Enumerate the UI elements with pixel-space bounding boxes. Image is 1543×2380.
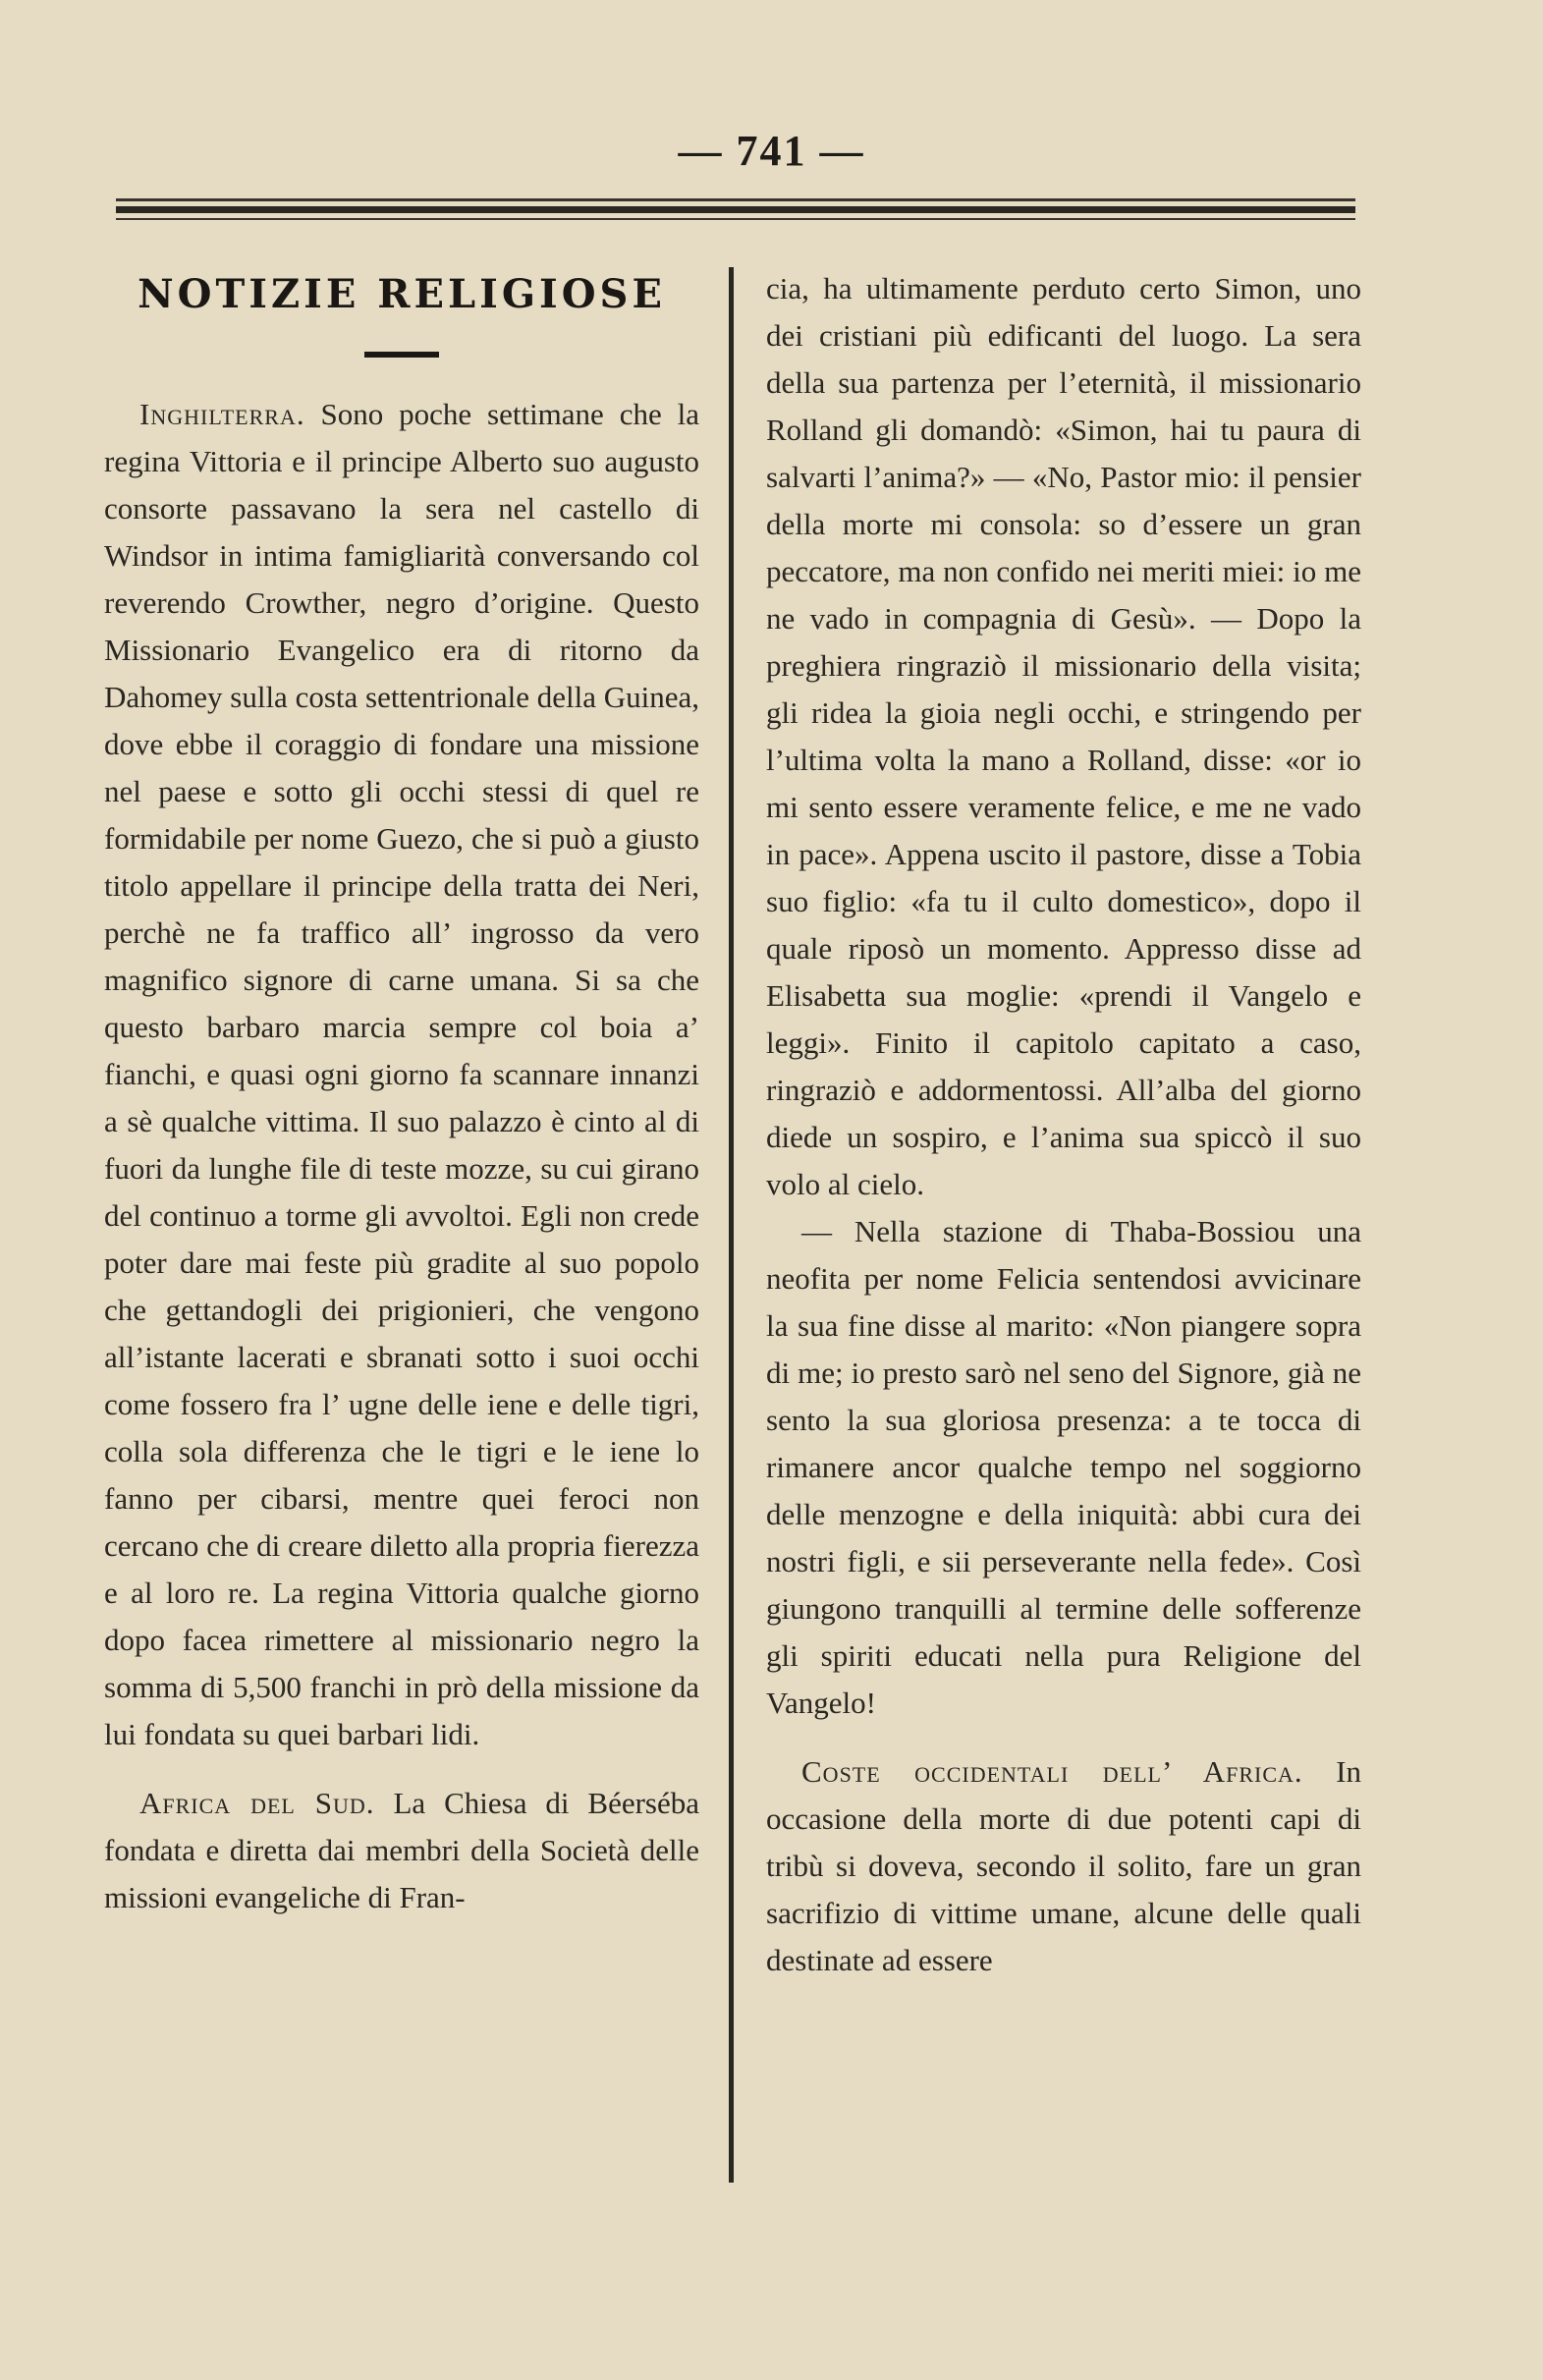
article-continuation [766, 265, 1361, 1208]
article-lead: Africa del Sud. [139, 1786, 375, 1820]
title-underline [364, 352, 439, 358]
header-rule-thick [116, 206, 1355, 213]
article-text: Sono poche settimane che la regina Vittoria e il principe Alberto suo augusto consorte passavano la sera nel castello di Windsor in intima famigliarità conversando col reverendo Crowther, negro d’origine. Questo Missionario Evangelico era di ritorno da Dahomey sulla costa settentrionale della Guinea, dove ebbe il coraggio di fondare una missione nel paese e sotto gli occhi stessi di quel re formidabile per nome Guezo, che si può a giusto titolo appellare il principe della tratta dei Neri, perchè ne fa traffico all’ ingrosso da vero magnifico signore di carne umana. Si sa che questo barbaro marcia sempre col boia a’ fianchi, e quasi ogni giorno fa scannare innanzi a sè qualche vittima. Il suo palazzo è cinto al di fuori da lunghe file di teste mozze, su cui girano del continuo a torme gli avvoltoi. Egli non crede poter dare mai feste più gradite al suo popolo che gettandogli dei prigionieri, che vengono all’istante lacerati e sbranati sotto i suoi occhi come fossero fra l’ ugne delle iene e delle tigri, colla sola differenza che le tigri e le iene lo fanno per cibarsi, mentre quei feroci non cercano che di creare diletto alla propria fierezza e al loro re. La regina Vittoria qualche giorno dopo facea rimettere al missionario negro la somma di 5,500 franchi in prò della missione da lui fondata su quei barbari lidi. [104, 397, 700, 1751]
article-lead: Inghilterra. [139, 397, 305, 431]
article-coste-occidentali [766, 1748, 1361, 1984]
left-column [104, 391, 699, 1921]
article-text: cia, ha ultimamente perduto certo Simon, uno dei cristiani più edificanti del luogo. La sera della sua partenza per l’eternità, il missionario Rolland gli domandò: «Simon, hai tu paura di salvarti l’anima?» — «No, Pastor mio: il pensier della morte mi consola: so d’essere un gran peccatore, ma non confido nei meriti miei: io me ne vado in compagnia di Gesù». — Dopo la preghiera ringraziò il missionario della visita; gli ridea la gioia negli occhi, e stringendo per l’ultima volta la mano a Rolland, disse: «or io mi sento essere veramente felice, e me ne vado in pace». Appena uscito il pastore, disse a Tobia suo figlio: «fa tu il culto domestico», dopo il quale riposò un momento. Appresso disse ad Elisabetta sua moglie: «prendi il Vangelo e leggi». Finito il capitolo capitato a caso, ringraziò e addormentossi. All’alba del giorno diede un sospiro, e l’anima sua spiccò il suo volo al cielo. [766, 271, 1361, 1201]
header-rule-thin-top [116, 198, 1355, 201]
header-rule-thin-bottom [116, 218, 1355, 220]
column-divider [729, 267, 734, 2183]
article-africa-del-sud [104, 1780, 699, 1921]
article-thaba-bossiou [766, 1208, 1361, 1727]
article-text: La Chiesa di Béerséba fondata e diretta dai membri della Società delle missioni evangeliche di Fran- [104, 1786, 700, 1914]
article-text: In occasione della morte di due potenti capi di tribù si doveva, secondo il solito, fare un gran sacrifizio di vittime umane, alcune delle quali destinate ad essere [766, 1754, 1361, 1977]
section-title: NOTIZIE RELIGIOSE [138, 271, 666, 317]
article-inghilterra [104, 391, 699, 1758]
article-lead: Coste occidentali dell’ Africa. [801, 1754, 1303, 1789]
page-number: — 741 — [678, 127, 865, 175]
article-text: — Nella stazione di Thaba-Bossiou una neofita per nome Felicia sentendosi avvicinare la sua fine disse al marito: «Non piangere sopra di me; io presto sarò nel seno del Signore, già ne sento la sua gloriosa presenza: a te tocca di rimanere ancor qualche tempo nel soggiorno delle menzogne e della iniquità: abbi cura dei nostri figli, e sii perseverante nella fede». Così giungono tranquilli al termine delle sofferenze gli spiriti educati nella pura Religione del Vangelo! [766, 1214, 1361, 1720]
right-column [766, 265, 1361, 1984]
